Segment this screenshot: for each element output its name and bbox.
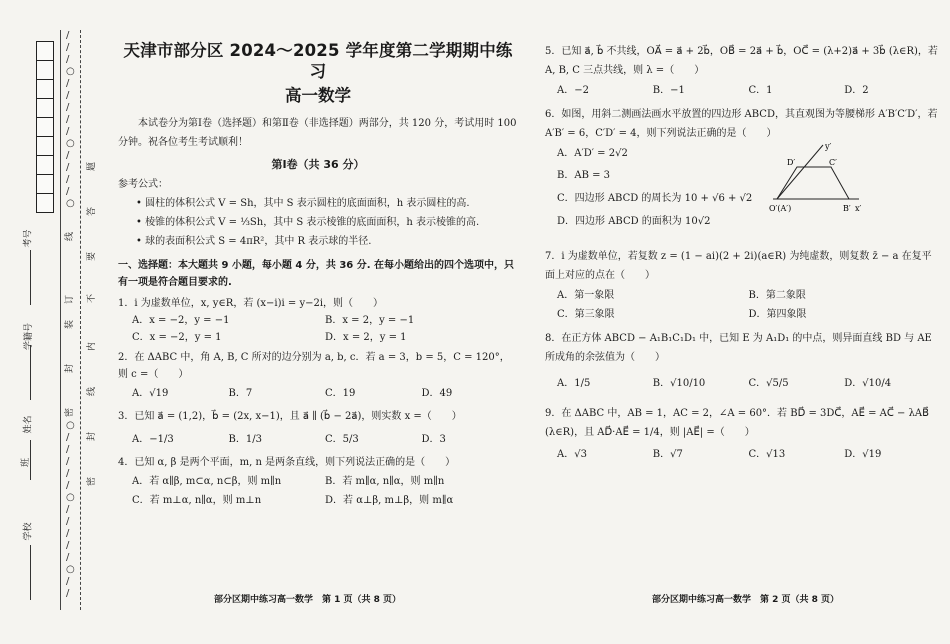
- digit-box: [36, 155, 54, 175]
- formula-pyramid: • 棱锥的体积公式 V = ⅓Sh，其中 S 表示棱锥的底面面积，h 表示棱锥的高.: [136, 216, 480, 228]
- question-9-options: [545, 448, 940, 461]
- seal-line: [80, 30, 81, 610]
- option: B．若 m∥α, n∥α，则 m∥n: [325, 475, 445, 487]
- part-one-title: 一、选择题：本大题共 9 小题，每小题 4 分，共 36 分. 在每小题给出的四个选项中，只有一项是符合题目要求的.: [118, 259, 515, 288]
- option: D．若 α⊥β, m⊥β，则 m∥α: [325, 494, 454, 506]
- section-title: 第Ⅰ卷（共 36 分）: [271, 158, 365, 172]
- exam-title: 天津市部分区 2024～2025 学年度第二学期期中练习: [123, 41, 513, 82]
- seal-word: 要: [87, 251, 98, 262]
- label-x-axis: x′: [855, 204, 862, 213]
- option: C．若 m⊥α, n∥α，则 m⊥n: [132, 494, 262, 506]
- seal-word: 答: [87, 206, 98, 217]
- question-3-options: [118, 433, 518, 446]
- formula-sphere: • 球的表面积公式 S = 4πR²，其中 R 表示球的半径.: [136, 235, 372, 247]
- digit-box: [36, 174, 54, 194]
- label-student-id: 学籍号: [24, 322, 35, 351]
- reference-title: 参考公式：: [118, 178, 168, 190]
- option: A．1/5: [557, 378, 591, 389]
- question-7-options: [545, 289, 940, 302]
- option: D．x = 2，y = 1: [325, 331, 407, 343]
- page-2-footer: 部分区期中练习高一数学 第 2 页（共 8 页）: [652, 595, 840, 605]
- question-5: 5．已知 a⃗, b⃗ 不共线，OA⃗ = a⃗ + 2b⃗，OB⃗ = 2a⃗ + b⃗，OC⃗ = (λ+2)a⃗ + 3b⃗ (λ∈R)，若 A, B, C 三点共线，则 λ =（ ）: [545, 46, 938, 76]
- question-8-options: [545, 377, 940, 390]
- question-7-options: [545, 308, 940, 321]
- option: D．√19: [844, 449, 882, 460]
- label-y-axis: y′: [825, 142, 832, 151]
- option: A．第一象限: [557, 290, 615, 301]
- option: B．1/3: [228, 433, 262, 445]
- option: B．√7: [652, 449, 683, 460]
- option: A．若 α∥β, m⊂α, n⊂β，则 m∥n: [132, 475, 282, 487]
- digit-box: [36, 117, 54, 137]
- trapezoid-figure: [767, 141, 863, 213]
- label-school: 学校: [23, 522, 34, 541]
- label-name: 姓名: [23, 415, 34, 434]
- question-1-options: [118, 331, 518, 344]
- question-6: 6．如图，用斜二测画法画水平放置的四边形 ABCD，其直观图为等腰梯形 A′B′C′D′，若 A′B′ = 6，C′D′ = 4，则下列说法正确的是（ ）: [545, 109, 938, 139]
- question-1: 1．i 为虚数单位，x, y∈R，若 (x−i)i = y−2i，则（ ）: [118, 297, 384, 309]
- question-3: 3．已知 a⃗ = (1,2)，b⃗ = (2x, x−1)，且 a⃗ ∥ (b⃗ − 2a⃗)，则实数 x =（ ）: [118, 410, 462, 422]
- exam-subject: 高一数学: [285, 85, 351, 105]
- seal-word: 内: [87, 341, 98, 352]
- digit-box: [36, 41, 54, 61]
- option: A．√19: [132, 387, 169, 399]
- digit-box: [36, 98, 54, 118]
- question-4: 4．已知 α, β 是两个平面，m, n 是两条直线，则下列说法正确的是（ ）: [118, 456, 456, 468]
- option: B．−1: [652, 85, 685, 96]
- label-class: 班: [21, 457, 32, 468]
- option: D．49: [421, 387, 453, 399]
- option: B．x = 2，y = −1: [325, 314, 415, 326]
- option: B．AB = 3: [557, 170, 611, 181]
- page-2: [545, 42, 940, 461]
- question-4-options: [118, 494, 518, 507]
- question-1-options: [118, 314, 518, 327]
- label-d: D′: [787, 158, 796, 167]
- question-5-options: [545, 84, 940, 97]
- option: C．四边形 ABCD 的周长为 10 + √6 + √2: [557, 193, 753, 204]
- option: C．1: [748, 85, 773, 96]
- option: C．19: [325, 387, 356, 399]
- option: A．x = −2，y = −1: [132, 314, 230, 326]
- digit-box: [36, 60, 54, 80]
- option: D．3: [421, 433, 446, 445]
- option: C．√5/5: [748, 378, 789, 389]
- seal-word: 线: [87, 386, 98, 397]
- cut-line: [60, 30, 61, 610]
- option: A．√3: [557, 449, 587, 460]
- formula-cylinder: • 圆柱的体积公式 V = Sh，其中 S 表示圆柱的底面面积，h 表示圆柱的高.: [136, 197, 470, 209]
- seal-word: 题: [87, 161, 98, 172]
- write-line: [30, 250, 32, 305]
- question-9: 9．在 ΔABC 中，AB = 1，AC = 2，∠A = 60°．若 BD⃗ = 3DC⃗，AE⃗ = AC⃗ − λAB⃗ (λ∈R)，且 AD⃗·AE⃗ = 1/4，则 |AE⃗| =（ ）: [545, 408, 930, 438]
- seal-mark: 订: [65, 294, 76, 305]
- label-c: C′: [829, 158, 837, 167]
- question-7: 7．i 为虚数单位，若复数 z = (1 − ai)(2 + 2i)(a∈R) 为纯虚数，则复数 z̄ − a 在复平面上对应的点在（ ）: [545, 251, 932, 281]
- seal-word: 密: [87, 476, 98, 487]
- option: D．√10/4: [844, 378, 892, 389]
- question-2: 2．在 ΔABC 中，角 A, B, C 所对的边分别为 a, b, c．若 a = 3，b = 5，C = 120°，则 c =（ ）: [118, 351, 510, 380]
- page-1-footer: 部分区期中练习高一数学 第 1 页（共 8 页）: [214, 595, 402, 605]
- option: C．√13: [748, 449, 786, 460]
- option: B．√10/10: [652, 378, 706, 389]
- label-origin: O′(A′): [769, 204, 792, 213]
- exam-intro: 本试卷分为第Ⅰ卷（选择题）和第Ⅱ卷（非选择题）两部分，共 120 分，考试用时 100 分钟。祝各位考生考试顺利！: [118, 118, 517, 149]
- digit-box: [36, 79, 54, 99]
- option: A．A′D′ = 2√2: [557, 148, 628, 159]
- binding-strip: [0, 0, 120, 644]
- question-8: 8．在正方体 ABCD − A₁B₁C₁D₁ 中，已知 E 为 A₁D₁ 的中点，则异面直线 BD 与 AE 所成角的余弦值为（ ）: [545, 333, 932, 363]
- slash-pattern: / / / ○ / / / / / ○ / / / / ○: [66, 30, 75, 209]
- exam-number-boxes: [36, 42, 54, 213]
- option: D．2: [844, 85, 869, 96]
- option: A．−2: [557, 85, 589, 96]
- label-b: B′: [843, 204, 851, 213]
- question-6-body: [545, 143, 940, 235]
- write-line: [30, 345, 32, 400]
- seal-mark: 装: [65, 319, 76, 330]
- option: B．第二象限: [748, 290, 806, 301]
- label-exam-no: 考号: [23, 229, 34, 248]
- question-4-options: [118, 475, 518, 488]
- seal-mark: 密: [65, 407, 76, 418]
- option: D．四边形 ABCD 的面积为 10√2: [557, 216, 711, 227]
- seal-mark: 封: [65, 363, 76, 374]
- digit-box: [36, 193, 54, 213]
- question-2-options: [118, 387, 518, 400]
- digit-box: [36, 136, 54, 156]
- option: C．第三象限: [557, 309, 615, 320]
- page-1: [118, 40, 518, 507]
- seal-word: 不: [87, 293, 98, 304]
- seal-mark: 线: [65, 231, 76, 242]
- option: A．−1/3: [132, 433, 174, 445]
- slash-pattern: ○ / / / / / ○ / / / / / ○ / /: [66, 420, 75, 599]
- option: C．5/3: [325, 433, 359, 445]
- option: C．x = −2，y = 1: [132, 331, 222, 343]
- option: B．7: [228, 387, 253, 399]
- option: D．第四象限: [748, 309, 807, 320]
- write-line: [30, 545, 32, 600]
- seal-word: 封: [87, 431, 98, 442]
